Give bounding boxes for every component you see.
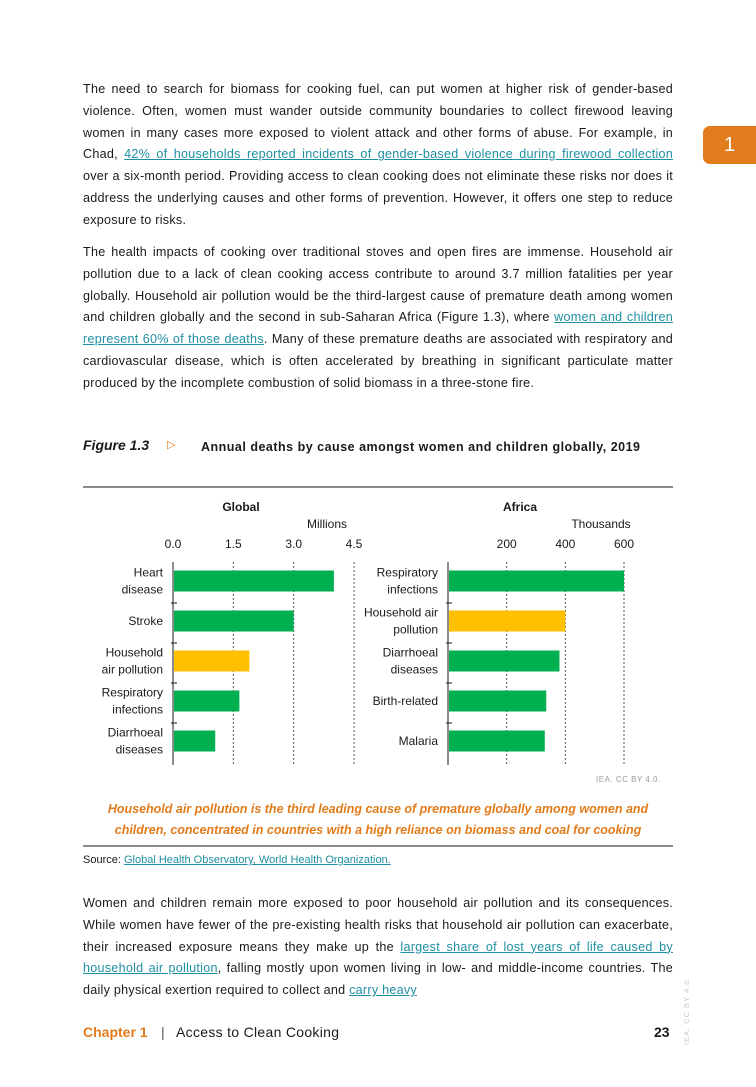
figure-label: Figure 1.3: [83, 437, 150, 453]
category-label-line: Household air: [363, 605, 438, 620]
bar: [174, 651, 249, 672]
link-gender-violence[interactable]: 42% of households reported incidents of gender-based violence during firewood collection: [124, 147, 673, 162]
tick-label: 200: [496, 537, 517, 551]
category-label-line: diseases: [115, 742, 163, 757]
figure-title: Annual deaths by cause amongst women and children globally, 2019: [201, 440, 641, 454]
category-label-line: Diarrhoeal: [107, 725, 163, 740]
category-label-line: disease: [121, 582, 163, 597]
side-credit: IEA. CC BY 4.0.: [682, 976, 691, 1045]
tick-label: 600: [613, 537, 635, 551]
text: , falling mostly upon women living in low- and middle-income countries. The daily physical exertion required to collect and: [83, 961, 673, 998]
page-number: 23: [654, 1024, 670, 1040]
category-label-line: air pollution: [101, 662, 163, 677]
axis-unit-label: Thousands: [571, 517, 631, 531]
paragraph-health-impacts: [83, 242, 673, 395]
category-label: [128, 614, 163, 628]
paragraph-gender-violence: [83, 79, 673, 232]
axis-unit-label: Millions: [306, 517, 348, 531]
figure-arrow-icon: ▷: [167, 439, 176, 451]
category-label-line: infections: [112, 702, 163, 717]
footer-separator: |: [161, 1024, 165, 1040]
category-label: [383, 646, 438, 677]
bar: [174, 691, 239, 712]
text: The need to search for biomass for cooking fuel, can put women at higher risk of gender-based violence. Often, women must wander outside community boundaries to collect firewood leaving women in many cases more exposed to violent attack and other forms of abuse. For example, in Chad,: [83, 82, 673, 162]
figure-bottom-rule: [83, 845, 673, 847]
category-label-line: Household: [105, 645, 163, 660]
category-label: [122, 566, 164, 597]
figure-caption: Household air pollution is the third leading cause of premature globally among women and children, concentrated in countries with a high reliance on biomass and coal for cooking: [107, 802, 649, 837]
link-women-children-deaths[interactable]: women and children represent 60% of those deaths: [83, 310, 673, 347]
category-label: [108, 726, 163, 757]
panel-title: Global: [222, 500, 260, 514]
text: The health impacts of cooking over traditional stoves and open fires are immense. Household air pollution due to a lack of clean cooking access contribute to around 3.7 million fatalities per year globally. Household air pollution would be the third-largest cause of premature death among women and children globally and the second in sub-Saharan Africa (Figure 1.3), where: [83, 245, 673, 325]
bar: [174, 731, 215, 752]
category-label: [364, 606, 438, 637]
category-label-line: Heart: [133, 565, 163, 580]
link-carry-heavy[interactable]: carry heavy: [349, 983, 417, 998]
category-label: [377, 566, 438, 597]
bar: [449, 691, 546, 712]
text: over a six-month period. Providing access to clean cooking does not eliminate these risks nor does it address the underlying causes and other forms of prevention. However, it offers one step to reduce exposure to risks.: [83, 169, 673, 227]
category-label: [373, 694, 438, 708]
text: . Many of these premature deaths are associated with respiratory and cardiovascular disease, which is often accelerated by breathing in significant particulate matter produced by the incomplete combustion of solid biomass in a three-stone fire.: [83, 332, 673, 390]
tick-label: 3.0: [285, 537, 303, 551]
tick-label: 0.0: [164, 537, 182, 551]
paragraph-exposure: [83, 893, 673, 1002]
source-link[interactable]: Global Health Observatory, World Health Organization.: [123, 854, 391, 866]
tick-label: 4.5: [345, 537, 363, 551]
text: Women and children remain more exposed to poor household air pollution and its consequences. While women have fewer of the pre-existing health risks that household air pollution can exacerbate, their increased exposure means they make up the: [83, 896, 673, 954]
category-label: [102, 686, 163, 717]
bar: [174, 611, 294, 632]
chapter-tab[interactable]: 1: [703, 126, 756, 164]
footer-chapter: Chapter 1: [83, 1024, 148, 1040]
category-label-line: Stroke: [128, 614, 163, 628]
category-label-line: diseases: [390, 662, 438, 677]
category-label-line: Malaria: [398, 734, 438, 748]
source-label: Source:: [83, 854, 124, 866]
category-label-line: infections: [387, 582, 438, 597]
category-label-line: Respiratory: [376, 565, 438, 580]
category-label: [102, 646, 163, 677]
category-label-line: Respiratory: [101, 685, 163, 700]
bar-charts: [83, 490, 673, 775]
category-label: [399, 734, 439, 748]
figure-top-rule: [83, 486, 673, 488]
tick-label: 1.5: [224, 537, 242, 551]
figure-credit: IEA. CC BY 4.0.: [596, 775, 661, 784]
bar: [174, 571, 334, 592]
link-lost-years[interactable]: largest share of lost years of life caused by household air pollution: [83, 939, 673, 976]
footer-title: Access to Clean Cooking: [176, 1024, 340, 1040]
figure-source: [83, 854, 391, 866]
category-label-line: Birth-related: [372, 694, 438, 708]
bar: [449, 611, 565, 632]
bar: [449, 731, 545, 752]
bar: [449, 651, 559, 672]
category-label-line: pollution: [393, 622, 438, 637]
bar: [449, 571, 624, 592]
tick-label: 400: [555, 537, 576, 551]
category-label-line: Diarrhoeal: [382, 645, 438, 660]
panel-title: Africa: [502, 500, 538, 514]
